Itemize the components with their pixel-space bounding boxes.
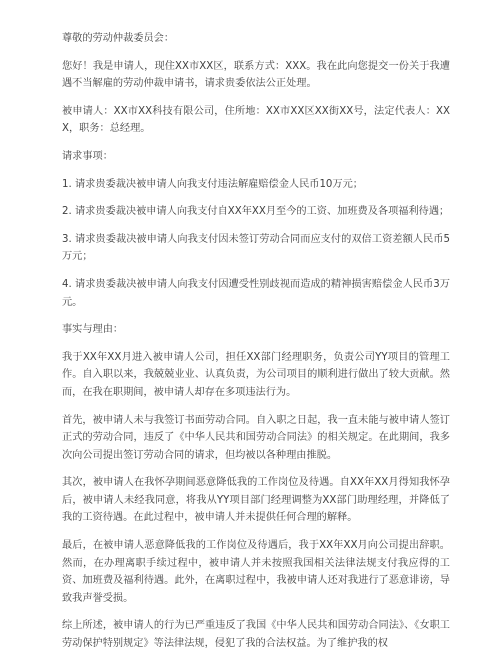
- claim-item-2: 2. 请求贵委裁决被申请人向我支付自XX年XX月至今的工资、加班费及各项福利待遇；: [62, 206, 450, 218]
- facts-paragraph-4: 最后，在被申请人恶意降低我的工作岗位及待遇后，我于XX年XX月向公司提出辞职。然而，在办理离职手续过程中，被申请人并未按照我国相关法律法规支付我应得的工资、加班费及福利待遇。此外，在离职过程中，我被申请人还对我进行了恶意诽谤，导致我声誉受损。: [62, 540, 450, 604]
- facts-paragraph-2: 首先，被申请人未与我签订书面劳动合同。自入职之日起，我一直未能与被申请人签订正式的劳动合同，违反了《中华人民共和国劳动合同法》的相关规定。在此期间，我多次向公司提出签订劳动合同的请求，但均被以各种理由推脱。: [62, 414, 450, 461]
- facts-heading: 事实与理由：: [62, 324, 124, 336]
- claim-item-1: 1. 请求贵委裁决被申请人向我支付违法解雇赔偿金人民币10万元；: [62, 178, 363, 190]
- intro-paragraph: 您好！我是申请人，现住XX市XX区，联系方式：XXX。我在此向您提交一份关于我遭遇不当解雇的劳动仲裁申请书，请求贵委依法公正处理。: [62, 60, 450, 90]
- facts-paragraph-3: 其次，被申请人在我怀孕期间恶意降低我的工作岗位及待遇。自XX年XX月得知我怀孕后，被申请人未经我同意，将我从YY项目部门经理调整为XX部门助理经理，并降低了我的工资待遇。在此过程中，被申请人并未提供任何合理的解释。: [62, 477, 450, 524]
- conclusion-paragraph: 综上所述，被申请人的行为已严重违反了我国《中华人民共和国劳动合同法》、《女职工劳动保护特别规定》等法律法规，侵犯了我的合法权益。为了维护我的权: [62, 620, 450, 650]
- claim-item-4: 4. 请求贵委裁决被申请人向我支付因遭受性别歧视而造成的精神损害赔偿金人民币3万元。: [62, 278, 450, 308]
- respondent-paragraph: 被申请人：XX市XX科技有限公司，住所地：XX市XX区XX街XX号，法定代表人：XXX，职务：总经理。: [62, 105, 450, 135]
- facts-paragraph-1: 我于XX年XX月进入被申请人公司，担任XX部门经理职务，负责公司YY项目的管理工作。自入职以来，我兢兢业业、认真负责，为公司项目的顺利进行做出了较大贡献。然而，在我在职期间，被申请人却存在多项违法行为。: [62, 351, 450, 398]
- claims-heading: 请求事项：: [62, 150, 113, 162]
- salutation: 尊敬的劳动仲裁委员会：: [62, 33, 175, 44]
- claim-item-3: 3. 请求贵委裁决被申请人向我支付因未签订劳动合同而应支付的双倍工资差额人民币5万元；: [62, 233, 450, 263]
